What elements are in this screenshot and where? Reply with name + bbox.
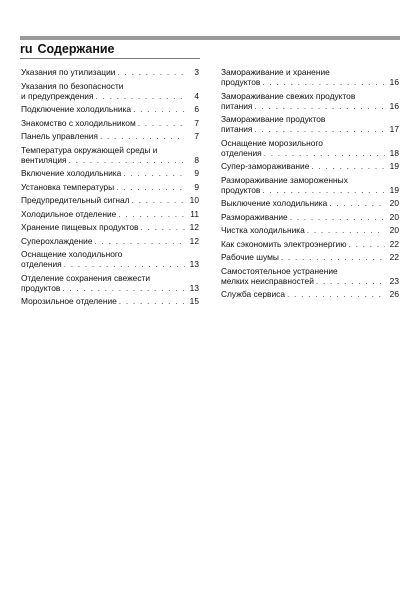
toc-entry[interactable] [221, 91, 399, 111]
toc-entry-title-line: Замораживание свежих продуктов [221, 90, 356, 101]
dot-leader [254, 101, 385, 111]
toc-entry-title-line: Указания по безопасности [21, 80, 124, 91]
dot-leader [281, 252, 385, 262]
page-number: 11 [190, 208, 199, 219]
toc-entry[interactable] [221, 266, 399, 286]
dot-leader [138, 118, 185, 128]
toc-entry-title: мелких неисправностей [221, 275, 314, 286]
dot-leader [290, 212, 385, 222]
toc-entry[interactable] [221, 198, 399, 208]
toc-entry-title: продуктов [221, 184, 261, 195]
toc-entry-title: Холодильное отделение [21, 208, 117, 219]
page-number: 22 [389, 238, 399, 249]
page-number: 19 [389, 184, 399, 195]
toc-column-left [21, 67, 199, 310]
toc-entry[interactable] [21, 195, 199, 205]
toc-entry-title: Суперохлаждение [21, 235, 93, 246]
toc-entry-title: Хранение пищевых продуктов [21, 222, 139, 232]
page-number: 20 [389, 198, 399, 208]
toc-entry[interactable] [21, 273, 199, 293]
page-number: 17 [389, 124, 399, 134]
toc-entry-title: питания [221, 100, 253, 111]
dot-leader [118, 209, 185, 219]
toc-entry[interactable] [21, 81, 199, 101]
dot-leader [254, 124, 385, 134]
toc-entry[interactable] [21, 104, 199, 114]
page-title [20, 42, 115, 56]
page-number: 23 [389, 275, 399, 286]
page-number: 26 [389, 289, 399, 299]
dot-leader [262, 77, 385, 87]
toc-entry[interactable] [221, 212, 399, 222]
top-rule [20, 36, 400, 40]
toc-entry-title: вентиляция [21, 154, 67, 165]
toc-entry-title: Чистка холодильника [221, 225, 305, 235]
dot-leader [119, 296, 185, 306]
dot-leader [95, 236, 186, 246]
toc-entry[interactable] [221, 225, 399, 235]
toc-entry[interactable] [21, 222, 199, 232]
toc-entry[interactable] [21, 168, 199, 178]
toc-entry-title: и предупреждения [21, 90, 94, 101]
dot-leader [316, 276, 385, 286]
page-number: 7 [194, 117, 199, 128]
language-code: ru [20, 42, 33, 56]
page-number: 3 [194, 67, 199, 77]
toc-entry[interactable] [21, 296, 199, 306]
toc-entry[interactable] [21, 209, 199, 219]
dot-leader [262, 185, 385, 195]
page-number: 20 [389, 225, 399, 235]
page-number: 15 [189, 296, 199, 306]
toc-entry-title: Панель управления [21, 131, 98, 141]
heading-underline [20, 58, 200, 59]
toc-entry-title: продуктов [21, 282, 61, 293]
toc-entry[interactable] [221, 175, 399, 195]
toc-entry-title: Включение холодильника [21, 168, 122, 178]
dot-leader [132, 195, 185, 205]
toc-entry-title: отделения [221, 147, 262, 158]
dot-leader [100, 131, 185, 141]
title-text: Содержание [37, 42, 115, 56]
dot-leader [133, 104, 185, 114]
toc-entry[interactable] [21, 131, 199, 141]
page-number: 16 [389, 77, 399, 87]
toc-entry[interactable] [221, 252, 399, 262]
toc-entry-title: отделения [21, 259, 62, 269]
toc-entry[interactable] [221, 239, 399, 249]
toc-entry[interactable] [21, 67, 199, 77]
toc-entry[interactable] [221, 161, 399, 171]
page-number: 22 [389, 252, 399, 262]
toc-entry[interactable] [21, 118, 199, 128]
page-number: 12 [189, 222, 199, 232]
toc-entry-title: Предупредительный сигнал [21, 195, 130, 205]
toc-entry-title-line: Размораживание замороженных [221, 174, 348, 185]
page-number: 16 [389, 100, 399, 111]
dot-leader [264, 148, 385, 158]
page-number: 4 [194, 90, 199, 101]
dot-leader [117, 67, 185, 77]
dot-leader [69, 155, 185, 165]
toc-entry-title-line: Отделение сохранения свежести [21, 272, 151, 283]
toc-entry-title-line: Температура окружающей среды и [21, 144, 158, 155]
toc-entry-title: питания [221, 124, 253, 134]
page-number: 13 [189, 282, 199, 293]
toc-entry[interactable] [21, 182, 199, 192]
toc-entry-title: Указания по утилизации [21, 67, 116, 77]
toc-entry-title: Подключение холодильника [21, 104, 132, 114]
dot-leader [349, 239, 385, 249]
page-number: 8 [194, 154, 199, 165]
dot-leader [307, 225, 385, 235]
page-number: 13 [189, 259, 199, 269]
toc-entry[interactable] [21, 145, 199, 165]
toc-entry[interactable] [221, 67, 399, 87]
page-number: 12 [189, 235, 199, 246]
dot-leader [329, 198, 385, 208]
toc-entry[interactable] [21, 236, 199, 246]
toc-entry-title-line: Замораживание продуктов [221, 114, 326, 124]
dot-leader [116, 182, 185, 192]
page-number: 19 [389, 161, 399, 171]
toc-entry-title: Рабочие шумы [221, 252, 279, 262]
toc-entry[interactable] [221, 114, 399, 134]
page-number: 9 [194, 168, 199, 178]
toc-column-right [221, 67, 399, 303]
toc-entry-title: Выключение холодильника [221, 198, 328, 208]
toc-entry-title: Служба сервиса [221, 289, 285, 299]
toc-entry-title: Установка температуры [21, 181, 115, 192]
toc-entry[interactable] [221, 138, 399, 158]
toc-entry[interactable] [21, 249, 199, 269]
toc-entry-title-line: Оснащение холодильного [21, 249, 123, 259]
toc-entry-title: Морозильное отделение [21, 296, 117, 306]
dot-leader [311, 161, 385, 171]
dot-leader [64, 259, 185, 269]
dot-leader [96, 91, 186, 101]
page-number: 20 [389, 211, 399, 222]
page-number: 7 [194, 131, 199, 141]
page-number: 18 [389, 147, 399, 158]
toc-entry-title: продуктов [221, 77, 261, 87]
toc-entry-title: Размораживание [221, 211, 288, 222]
page-number: 10 [189, 195, 199, 205]
page-number: 9 [194, 181, 199, 192]
page-number: 6 [194, 104, 199, 114]
toc-entry-title-line: Оснащение морозильного [221, 137, 323, 148]
dot-leader [62, 283, 185, 293]
dot-leader [140, 222, 185, 232]
dot-leader [287, 289, 385, 299]
toc-entry-title: Супер-замораживание [221, 161, 310, 171]
toc-entry-title-line: Замораживание и хранение [221, 67, 330, 77]
toc-entry-title: Как сэкономить электроэнергию [221, 238, 347, 249]
dot-leader [123, 168, 185, 178]
toc-entry[interactable] [221, 289, 399, 299]
toc-entry-title-line: Самостоятельное устранение [221, 265, 338, 276]
toc-entry-title: Знакомство с холодильником [21, 117, 136, 128]
